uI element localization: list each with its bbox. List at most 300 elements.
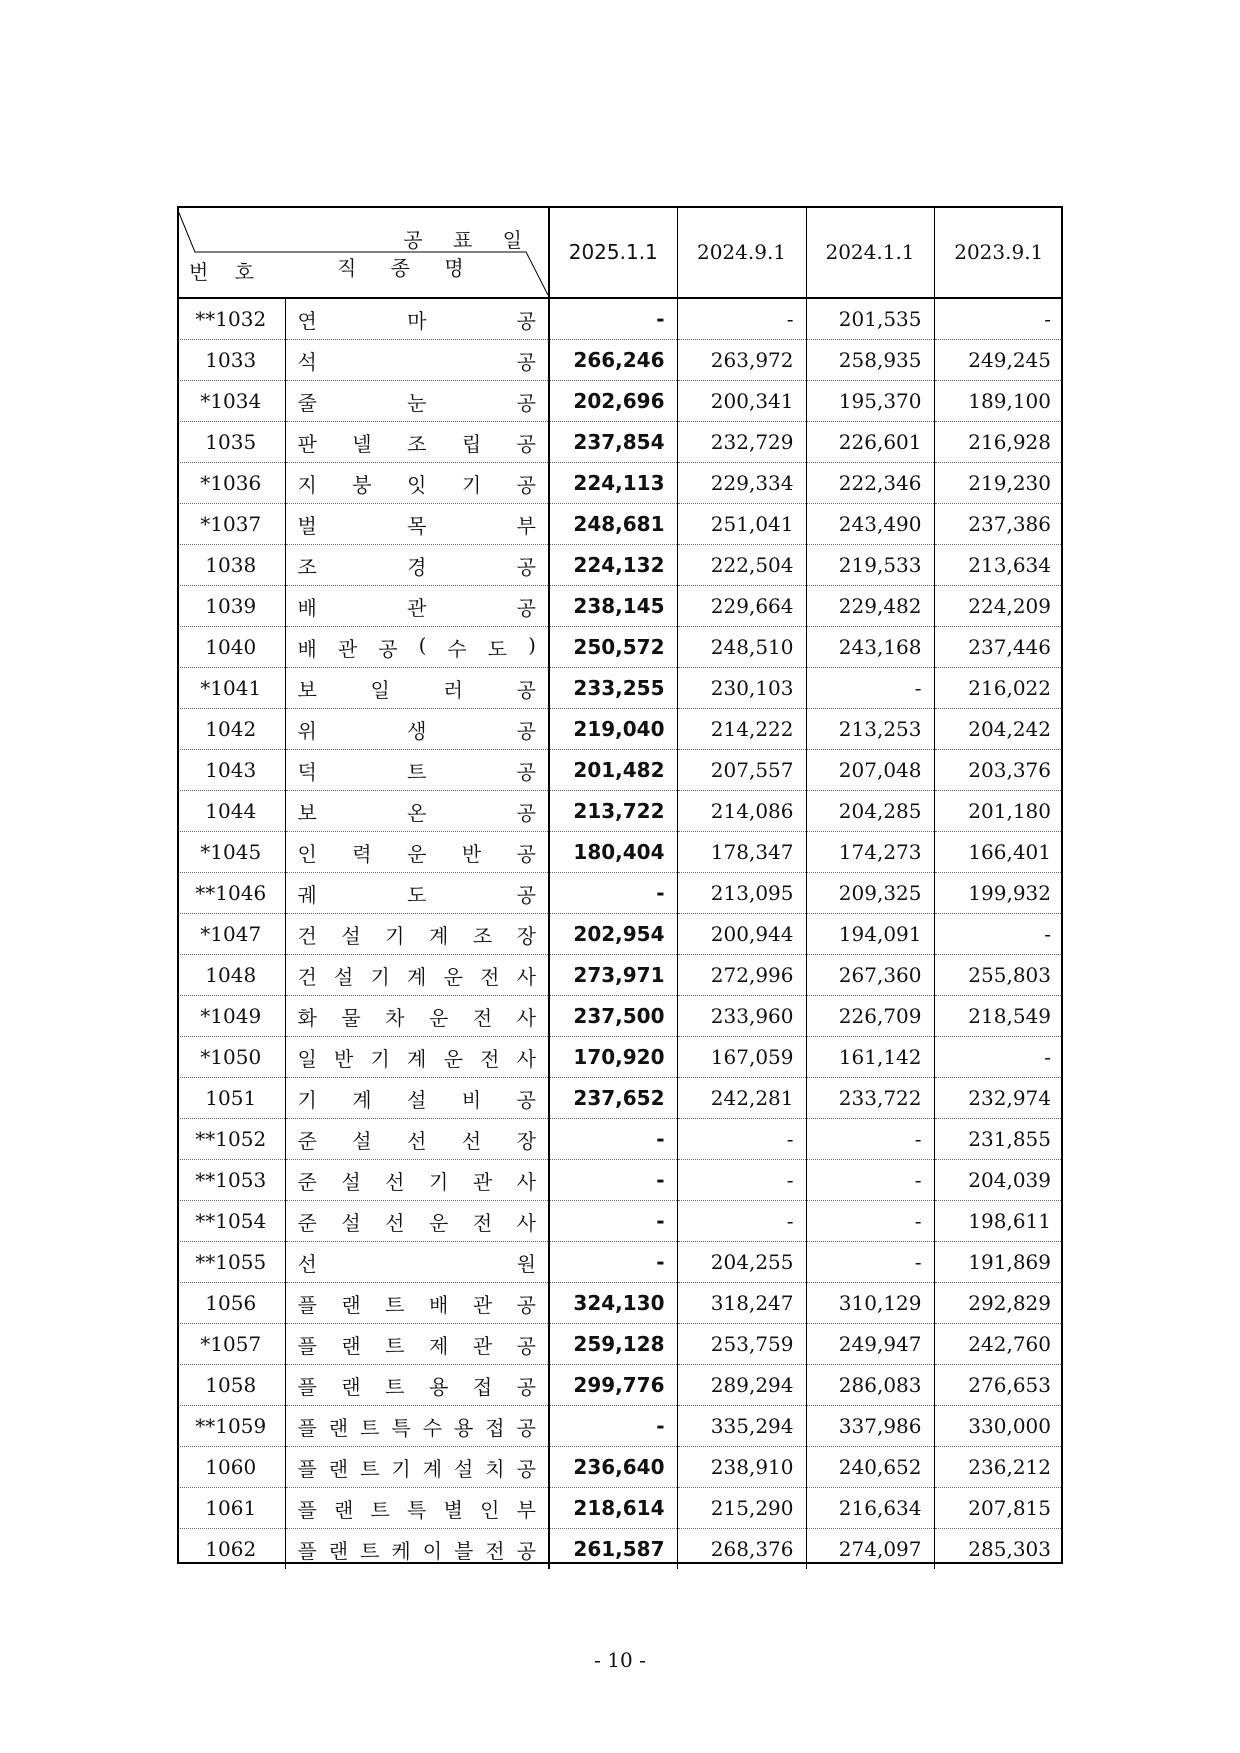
wage-value-2025-1-1: 273,971	[549, 955, 677, 996]
header-date-2024-9-1: 2024.9.1	[677, 206, 806, 298]
wage-value-2024-9-1: 272,996	[677, 955, 806, 996]
wage-value-2023-9-1: 236,212	[934, 1447, 1063, 1488]
job-number: **1059	[177, 1406, 285, 1447]
job-name-char: 트	[360, 1456, 380, 1481]
job-name	[285, 381, 549, 422]
wage-value-2025-1-1: 237,854	[549, 422, 677, 463]
wage-value-2023-9-1: 237,386	[934, 504, 1063, 545]
job-name-char: 준	[297, 1128, 317, 1153]
wage-value-2025-1-1: 224,132	[549, 545, 677, 586]
job-name-char: 러	[443, 677, 463, 702]
job-name-char: 관	[472, 1292, 493, 1317]
job-name-char: 물	[341, 1005, 361, 1030]
job-number: *1045	[177, 832, 285, 873]
wage-value-2024-9-1: -	[677, 1119, 806, 1160]
wage-value-2023-9-1: 276,653	[934, 1365, 1063, 1406]
job-name-char: 운	[443, 1046, 463, 1071]
wage-table	[177, 206, 1063, 1569]
job-name-char: 트	[360, 1415, 380, 1440]
job-name-char: 반	[461, 841, 482, 866]
job-name-char: 관	[407, 595, 427, 620]
wage-value-2024-1-1: 337,986	[806, 1406, 934, 1447]
job-name-char: (	[418, 632, 427, 657]
wage-value-2025-1-1: 237,652	[549, 1078, 677, 1119]
job-name-char: 수	[422, 1415, 443, 1440]
table-row	[177, 668, 1063, 709]
job-name-char: 별	[443, 1497, 463, 1522]
job-name	[285, 1283, 549, 1324]
job-name-char: 플	[297, 1292, 317, 1317]
table-row	[177, 381, 1063, 422]
table-row	[177, 422, 1063, 463]
job-number: 1042	[177, 709, 285, 750]
job-name-char: 전	[480, 1046, 500, 1071]
job-name-char: 조	[407, 431, 427, 456]
job-name-char: 공	[516, 1538, 536, 1563]
job-number: **1032	[177, 298, 285, 340]
job-number: **1053	[177, 1160, 285, 1201]
job-name	[285, 545, 549, 586]
wage-value-2024-9-1: 214,086	[677, 791, 806, 832]
job-name-char: 설	[341, 1210, 361, 1235]
job-number: 1048	[177, 955, 285, 996]
job-name-char: 트	[370, 1497, 390, 1522]
job-number: 1061	[177, 1488, 285, 1529]
wage-value-2023-9-1: 330,000	[934, 1406, 1063, 1447]
job-name-char: 공	[516, 800, 536, 825]
job-name-char: 장	[516, 1128, 536, 1153]
job-name-char: 설	[453, 1456, 474, 1481]
table-row	[177, 709, 1063, 750]
wage-value-2024-9-1: 289,294	[677, 1365, 806, 1406]
job-number: *1036	[177, 463, 285, 504]
wage-value-2025-1-1: 248,681	[549, 504, 677, 545]
table-row	[177, 1160, 1063, 1201]
job-name-char: 접	[472, 1374, 493, 1399]
wage-value-2024-1-1: 243,168	[806, 627, 934, 668]
wage-value-2023-9-1: -	[934, 298, 1063, 340]
job-name	[285, 1160, 549, 1201]
table-row	[177, 1488, 1063, 1529]
job-name-char: 배	[428, 1292, 449, 1317]
wage-value-2024-1-1: -	[806, 1160, 934, 1201]
wage-value-2025-1-1: -	[549, 1119, 677, 1160]
wage-value-2025-1-1: 202,954	[549, 914, 677, 955]
job-name-char: 공	[516, 472, 536, 497]
job-name-char: 공	[516, 431, 536, 456]
wage-value-2025-1-1: 236,640	[549, 1447, 677, 1488]
wage-value-2024-1-1: 209,325	[806, 873, 934, 914]
job-name-char: 기	[385, 923, 405, 948]
wage-value-2023-9-1: 207,815	[934, 1488, 1063, 1529]
table-row	[177, 1447, 1063, 1488]
job-name-char: 전	[480, 964, 500, 989]
job-name-char: 사	[516, 1046, 536, 1071]
job-name-char: 연	[297, 308, 317, 333]
job-name	[285, 791, 549, 832]
job-number: *1050	[177, 1037, 285, 1078]
wage-value-2025-1-1: 233,255	[549, 668, 677, 709]
wage-value-2024-1-1: 240,652	[806, 1447, 934, 1488]
job-name-char: 공	[516, 882, 536, 907]
wage-value-2024-9-1: -	[677, 1160, 806, 1201]
table-row	[177, 873, 1063, 914]
job-name-char: 이	[422, 1538, 443, 1563]
job-name-char: 보	[297, 800, 317, 825]
table-row	[177, 463, 1063, 504]
wage-value-2023-9-1: 231,855	[934, 1119, 1063, 1160]
job-number: *1041	[177, 668, 285, 709]
job-name-char: 계	[407, 964, 427, 989]
wage-value-2024-9-1: 204,255	[677, 1242, 806, 1283]
job-name-char: 관	[472, 1169, 493, 1194]
wage-value-2024-1-1: -	[806, 1242, 934, 1283]
wage-value-2025-1-1: 237,500	[549, 996, 677, 1037]
job-name-char: 수	[447, 636, 467, 661]
job-name-char: 블	[453, 1538, 474, 1563]
job-name	[285, 340, 549, 381]
table-row	[177, 832, 1063, 873]
job-number: 1033	[177, 340, 285, 381]
job-name-char: 위	[297, 718, 317, 743]
wage-value-2023-9-1: -	[934, 1037, 1063, 1078]
job-number: 1039	[177, 586, 285, 627]
job-name-char: 립	[461, 431, 482, 456]
job-name-char: 운	[443, 964, 463, 989]
table-row	[177, 750, 1063, 791]
wage-value-2023-9-1: 242,760	[934, 1324, 1063, 1365]
job-name-char: 보	[297, 677, 317, 702]
wage-value-2025-1-1: 219,040	[549, 709, 677, 750]
job-number: *1034	[177, 381, 285, 422]
wage-value-2024-9-1: 318,247	[677, 1283, 806, 1324]
wage-value-2024-1-1: 174,273	[806, 832, 934, 873]
job-name-char: 공	[516, 841, 536, 866]
wage-value-2024-9-1: 215,290	[677, 1488, 806, 1529]
job-name-char: 공	[516, 349, 536, 374]
wage-value-2024-9-1: 263,972	[677, 340, 806, 381]
job-name-char: 비	[461, 1087, 482, 1112]
job-name-char: 준	[297, 1169, 317, 1194]
job-name	[285, 996, 549, 1037]
wage-value-2023-9-1: 204,039	[934, 1160, 1063, 1201]
job-name-char: 플	[297, 1538, 317, 1563]
job-name-char: 랜	[334, 1497, 354, 1522]
table-row	[177, 1406, 1063, 1447]
wage-value-2023-9-1: 204,242	[934, 709, 1063, 750]
wage-value-2024-1-1: 207,048	[806, 750, 934, 791]
wage-value-2024-1-1: 204,285	[806, 791, 934, 832]
job-name	[285, 709, 549, 750]
job-name-char: 트	[385, 1333, 405, 1358]
table-row	[177, 1529, 1063, 1570]
job-name-char: 준	[297, 1210, 317, 1235]
table-row	[177, 1201, 1063, 1242]
wage-value-2025-1-1: 299,776	[549, 1365, 677, 1406]
wage-value-2025-1-1: -	[549, 1242, 677, 1283]
job-name-char: 트	[385, 1374, 405, 1399]
wage-value-2025-1-1: 218,614	[549, 1488, 677, 1529]
job-name-char: 랜	[328, 1538, 349, 1563]
wage-value-2025-1-1: -	[549, 873, 677, 914]
wage-value-2023-9-1: 285,303	[968, 1537, 1051, 1561]
wage-value-2023-9-1: 232,974	[934, 1078, 1063, 1119]
table-row	[177, 298, 1063, 340]
table-row	[177, 1078, 1063, 1119]
job-name	[285, 463, 549, 504]
wage-value-2023-9-1: 216,022	[934, 668, 1063, 709]
job-name-char: 넬	[352, 431, 372, 456]
job-number: 1056	[177, 1283, 285, 1324]
wage-value-2025-1-1: 224,113	[549, 463, 677, 504]
table-row	[177, 1283, 1063, 1324]
table-row	[177, 996, 1063, 1037]
wage-value-2024-1-1: 243,490	[806, 504, 934, 545]
wage-value-2024-1-1: 258,935	[806, 340, 934, 381]
job-name-char: 기	[297, 1087, 317, 1112]
job-name-char: 운	[428, 1210, 449, 1235]
page-number: - 10 -	[594, 1648, 646, 1672]
job-name-char: 관	[337, 636, 358, 661]
job-number: *1057	[177, 1324, 285, 1365]
job-name	[285, 873, 549, 914]
job-name	[285, 1365, 549, 1406]
job-name-char: 계	[352, 1087, 372, 1112]
wage-value-2024-9-1: 214,222	[677, 709, 806, 750]
job-name	[285, 586, 549, 627]
job-name-char: 기	[391, 1456, 411, 1481]
job-name-char: 장	[516, 923, 536, 948]
job-name-char: 화	[297, 1005, 317, 1030]
wage-value-2024-1-1: 201,535	[806, 298, 934, 340]
job-name-char: 랜	[341, 1374, 361, 1399]
job-name-char: 선	[461, 1128, 482, 1153]
job-number: **1054	[177, 1201, 285, 1242]
job-name-char: 판	[297, 431, 317, 456]
job-name-char: 설	[352, 1128, 372, 1153]
job-name-char: 전	[485, 1538, 505, 1563]
job-name	[285, 955, 549, 996]
wage-value-2024-9-1: 200,944	[677, 914, 806, 955]
job-number: *1037	[177, 504, 285, 545]
job-name	[285, 914, 549, 955]
job-name	[285, 1529, 549, 1570]
job-name-char: 공	[516, 1374, 536, 1399]
job-name-char: 인	[480, 1497, 500, 1522]
wage-value-2024-1-1: 267,360	[806, 955, 934, 996]
job-name-char: 조	[297, 554, 317, 579]
job-name-char: 기	[370, 964, 390, 989]
job-name-char: 공	[516, 390, 536, 415]
wage-value-2025-1-1: 324,130	[549, 1283, 677, 1324]
job-name	[285, 627, 549, 668]
wage-value-2023-9-1: 216,928	[934, 422, 1063, 463]
wage-value-2025-1-1: 170,920	[549, 1037, 677, 1078]
wage-value-2024-9-1: 200,341	[677, 381, 806, 422]
corner-date-label: 공 표 일	[403, 228, 534, 252]
wage-value-2024-9-1: 253,759	[677, 1324, 806, 1365]
job-name	[285, 668, 549, 709]
wage-value-2025-1-1: 238,145	[549, 586, 677, 627]
job-name-char: 선	[385, 1169, 405, 1194]
wage-value-2024-9-1: 242,281	[677, 1078, 806, 1119]
wage-value-2023-9-1: 191,869	[934, 1242, 1063, 1283]
wage-value-2025-1-1: 261,587	[549, 1529, 677, 1570]
wage-value-2025-1-1: 180,404	[549, 832, 677, 873]
wage-value-2023-9-1: 224,209	[934, 586, 1063, 627]
wage-value-2023-9-1: 199,932	[934, 873, 1063, 914]
job-name-char: 지	[297, 472, 317, 497]
job-name-char: 플	[297, 1415, 317, 1440]
job-name-char: 치	[485, 1456, 505, 1481]
job-name-char: 도	[487, 636, 508, 661]
wage-value-2024-9-1: 251,041	[677, 504, 806, 545]
table-body	[177, 298, 1063, 1569]
wage-value-2024-9-1: 222,504	[677, 545, 806, 586]
job-name-char: 랜	[328, 1415, 349, 1440]
job-name-char: 목	[407, 513, 427, 538]
job-name-char: 반	[334, 1046, 354, 1071]
wage-value-2024-1-1: 249,947	[806, 1324, 934, 1365]
wage-value-2023-9-1: 189,100	[934, 381, 1063, 422]
wage-value-2024-9-1: 229,664	[677, 586, 806, 627]
job-name-char: 기	[461, 472, 482, 497]
table-row	[177, 1324, 1063, 1365]
job-name-char: 용	[453, 1415, 474, 1440]
job-name-char: 계	[407, 1046, 427, 1071]
job-name-char: 일	[297, 1046, 317, 1071]
job-name-char: 부	[516, 1497, 536, 1522]
wage-value-2024-1-1: 310,129	[806, 1283, 934, 1324]
wage-value-2024-1-1: 286,083	[806, 1365, 934, 1406]
wage-value-2025-1-1: -	[549, 1201, 677, 1242]
job-number: 1035	[177, 422, 285, 463]
job-name-char: 석	[297, 349, 317, 374]
wage-value-2024-1-1: 213,253	[806, 709, 934, 750]
corner-job-label: 직 종 명	[337, 256, 478, 280]
job-name-char: 도	[407, 882, 427, 907]
header-date-2025-1-1: 2025.1.1	[549, 206, 677, 298]
wage-value-2024-9-1: 213,095	[677, 873, 806, 914]
job-name-char: 관	[472, 1333, 493, 1358]
job-number: 1040	[177, 627, 285, 668]
table-row	[177, 1037, 1063, 1078]
job-name-char: 사	[516, 1005, 536, 1030]
wage-value-2024-1-1: 233,722	[806, 1078, 934, 1119]
wage-value-2024-9-1: 238,910	[677, 1447, 806, 1488]
wage-value-2024-9-1: 232,729	[677, 422, 806, 463]
table-row	[177, 340, 1063, 381]
job-name-char: 생	[407, 718, 427, 743]
job-name-char: 랜	[341, 1333, 361, 1358]
wage-value-2025-1-1: 213,722	[549, 791, 677, 832]
wage-value-2023-9-1: 203,376	[934, 750, 1063, 791]
table-row	[177, 1365, 1063, 1406]
wage-value-2025-1-1: 202,696	[549, 381, 677, 422]
wage-value-2023-9-1: 166,401	[934, 832, 1063, 873]
job-name-char: 플	[297, 1374, 317, 1399]
job-name-char: 공	[516, 1292, 536, 1317]
job-name-char: 붕	[352, 472, 372, 497]
job-name-char: 공	[516, 759, 536, 784]
job-name-char: 운	[407, 841, 427, 866]
wage-value-2024-9-1: -	[677, 1201, 806, 1242]
job-name-char: )	[528, 632, 536, 657]
header-date-2023-9-1: 2023.9.1	[934, 206, 1063, 298]
job-name-char: 설	[334, 964, 354, 989]
job-name-char: 전	[472, 1210, 493, 1235]
table-row	[177, 1242, 1063, 1283]
wage-value-2024-9-1: 207,557	[677, 750, 806, 791]
job-name	[285, 1406, 549, 1447]
table-row	[177, 545, 1063, 586]
header-row	[177, 206, 1063, 298]
job-name-char: 공	[516, 1333, 536, 1358]
wage-value-2023-9-1: 219,230	[934, 463, 1063, 504]
job-name-char: 일	[370, 677, 390, 702]
wage-value-2023-9-1: 198,611	[934, 1201, 1063, 1242]
wage-value-2024-9-1: 248,510	[677, 627, 806, 668]
job-number: 1043	[177, 750, 285, 791]
job-number: 1060	[177, 1447, 285, 1488]
job-name-char: 공	[516, 595, 536, 620]
job-name-char: 배	[297, 636, 317, 661]
job-name	[285, 1201, 549, 1242]
job-name-char: 기	[370, 1046, 390, 1071]
job-name-char: 트	[385, 1292, 405, 1317]
job-name-char: 특	[407, 1497, 427, 1522]
job-name-char: 트	[407, 759, 427, 784]
job-name-char: 계	[422, 1456, 443, 1481]
job-name-char: 공	[516, 1456, 536, 1481]
job-name-char: 배	[297, 595, 317, 620]
wage-value-2024-1-1: 229,482	[806, 586, 934, 627]
job-name-char: 건	[297, 923, 317, 948]
table-row	[177, 955, 1063, 996]
job-number: **1055	[177, 1242, 285, 1283]
job-name-char: 공	[516, 554, 536, 579]
wage-value-2023-9-1: 249,245	[934, 340, 1063, 381]
job-name	[285, 750, 549, 791]
job-name-char: 특	[391, 1415, 411, 1440]
job-name-char: 제	[428, 1333, 449, 1358]
table-row	[177, 914, 1063, 955]
job-number: **1052	[177, 1119, 285, 1160]
job-name-char: 공	[516, 718, 536, 743]
wage-value-2024-1-1: -	[806, 668, 934, 709]
job-name-char: 운	[428, 1005, 449, 1030]
job-number: 1058	[177, 1365, 285, 1406]
job-name-char: 사	[516, 964, 536, 989]
wage-value-2024-9-1: -	[677, 298, 806, 340]
job-name-char: 건	[297, 964, 317, 989]
job-name	[285, 1447, 549, 1488]
job-name-char: 전	[472, 1005, 493, 1030]
job-number: *1047	[177, 914, 285, 955]
job-name-char: 케	[391, 1538, 411, 1563]
job-name-char: 차	[385, 1005, 405, 1030]
wage-value-2024-1-1: 274,097	[806, 1529, 934, 1570]
job-name-char: 랜	[328, 1456, 349, 1481]
job-name-char: 부	[516, 513, 536, 538]
job-name-char: 트	[360, 1538, 380, 1563]
wage-value-2024-9-1: 233,960	[677, 996, 806, 1037]
job-name-char: 공	[378, 636, 398, 661]
wage-value-2024-1-1: 195,370	[806, 381, 934, 422]
job-name-char: 벌	[297, 513, 317, 538]
job-name	[285, 298, 549, 340]
wage-value-2024-1-1: 216,634	[806, 1488, 934, 1529]
